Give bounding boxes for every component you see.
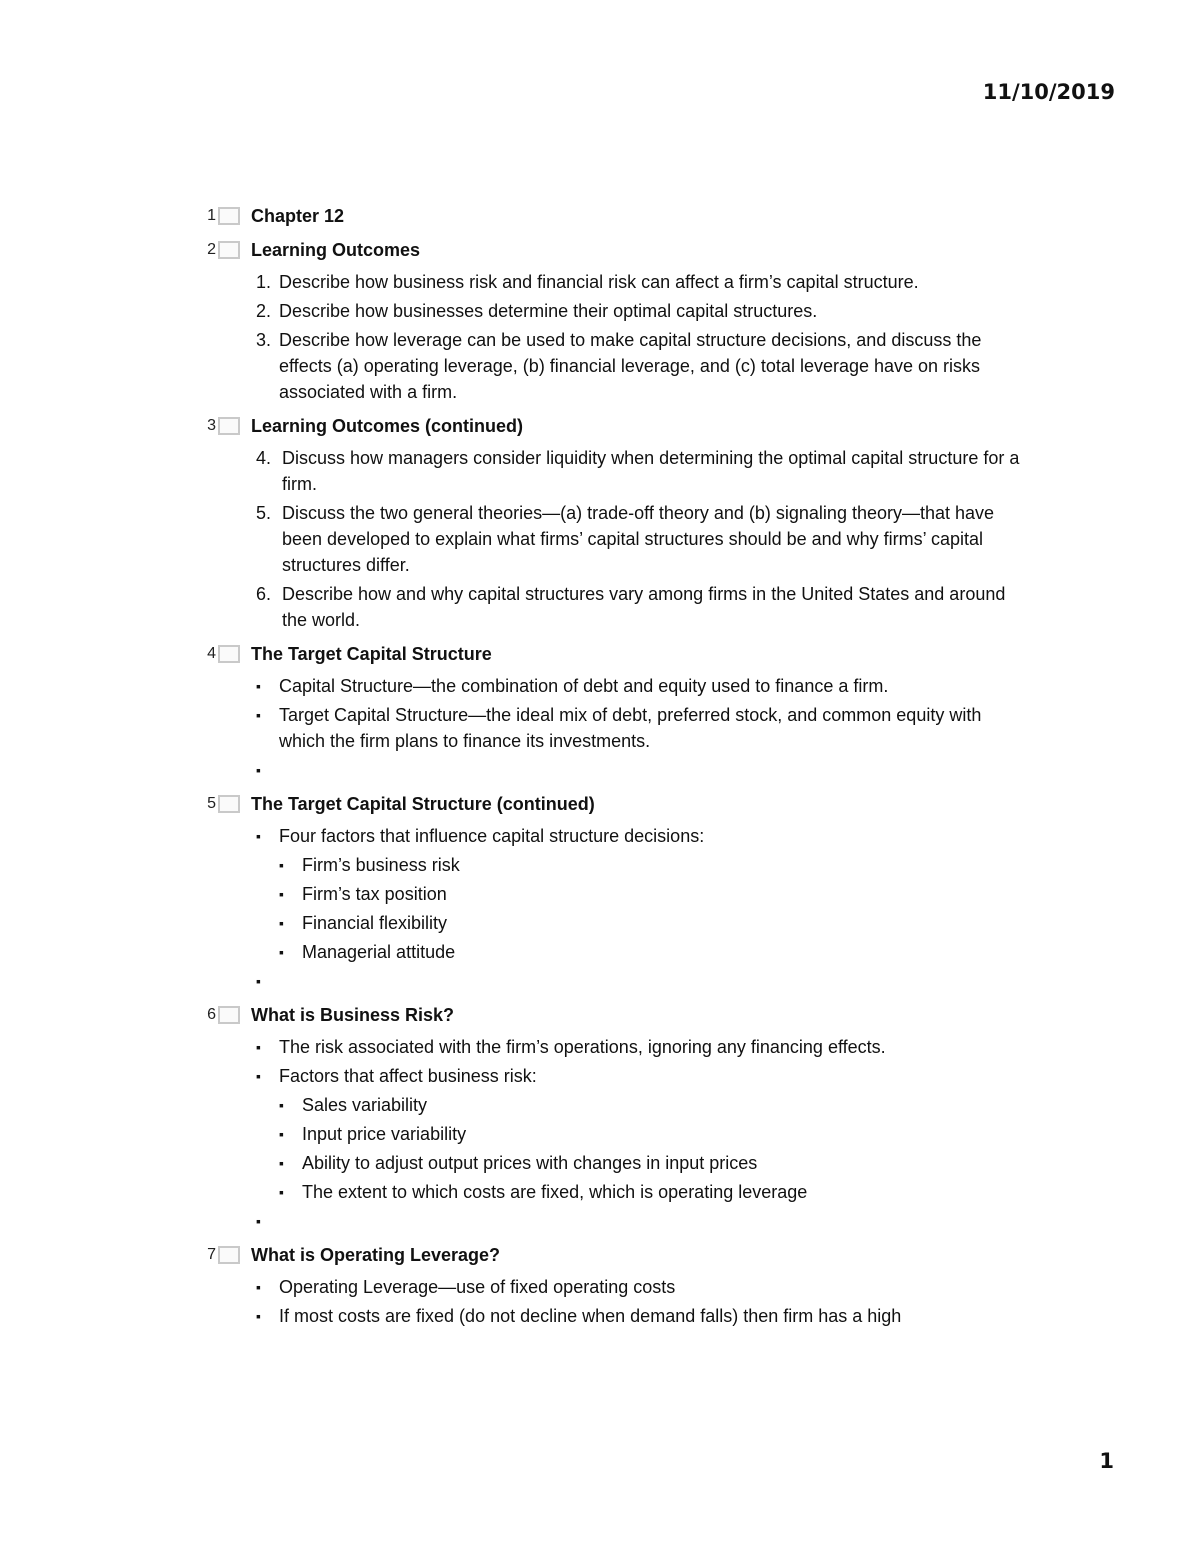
bullet-text: Four factors that influence capital structure decisions: [279,826,705,846]
list-item [200,581,1020,633]
bullet-text: The risk associated with the firm’s operations, ignoring any financing effects. [279,1037,886,1057]
bullet-icon: ▪ [256,707,261,723]
list-item [200,445,1020,497]
slide-thumbnail-icon [218,645,240,663]
bullet-text: Firm’s tax position [302,884,447,904]
bullet-text: Firm’s business risk [302,855,460,875]
slide-7 [200,1242,1020,1329]
slide-outline [200,203,1020,1337]
slide-title: The Target Capital Structure (continued) [251,793,595,814]
bullet-icon: ▪ [256,762,261,778]
sub-bullet-item [200,910,1020,936]
bullet-text [279,1208,1020,1234]
bullet-text: Sales variability [302,1095,428,1115]
bullet-icon: ▪ [256,1213,261,1229]
bullet-icon: ▪ [256,1308,261,1324]
bullet-text: If most costs are fixed (do not decline when demand falls) then firm has a high [279,1306,902,1326]
slide-number: 6 [207,1006,216,1023]
bullet-text: Operating Leverage—use of fixed operating costs [279,1277,676,1297]
bullet-icon: ▪ [279,944,284,960]
list-item [200,298,1020,324]
slide-title: Learning Outcomes (continued) [251,415,524,436]
bullet-text [279,757,1020,783]
bullet-icon: ▪ [279,1097,284,1113]
sub-bullet-item [200,939,1020,965]
bullet-item [200,1303,1020,1329]
bullet-icon: ▪ [256,1279,261,1295]
bullet-item [200,673,1020,699]
list-item [200,500,1020,578]
bullet-icon: ▪ [279,1126,284,1142]
bullet-item-empty [200,757,1020,783]
slide-title: What is Business Risk? [251,1004,455,1025]
bullet-icon: ▪ [256,828,261,844]
bullet-text [279,968,1020,994]
bullet-text: Target Capital Structure—the ideal mix of debt, preferred stock, and common equity with which the firm plans to finance its investments. [279,705,982,751]
list-item [200,269,1020,295]
slide-thumbnail-icon [218,1006,240,1024]
bullet-icon: ▪ [279,1155,284,1171]
bullet-icon: ▪ [256,1068,261,1084]
bullet-text: Capital Structure—the combination of debt and equity used to finance a firm. [279,676,889,696]
slide-number: 2 [207,241,216,258]
bullet-text: Ability to adjust output prices with changes in input prices [302,1153,758,1173]
slide-1 [200,203,1020,229]
list-item-text: Discuss the two general theories—(a) trade-off theory and (b) signaling theory—that have been developed to explain what firms’ capital structures should be and why firms’ capital structures differ. [282,503,995,575]
list-item-text: Describe how businesses determine their optimal capital structures. [279,301,818,321]
bullet-text: Input price variability [302,1124,467,1144]
list-number: 5. [256,503,272,523]
page-date: 11/10/2019 [982,80,1115,104]
slide-2 [200,237,1020,405]
bullet-icon: ▪ [279,886,284,902]
slide-4 [200,641,1020,783]
list-item-text: Describe how leverage can be used to make capital structure decisions, and discuss the effects (a) operating leverage, (b) financial leverage, and (c) total leverage have on risks associated with a firm. [279,330,982,402]
sub-bullet-item [200,1092,1020,1118]
list-item-text: Discuss how managers consider liquidity when determining the optimal capital structure for a firm. [282,448,1020,494]
page-number: 1 [1099,1449,1114,1473]
bullet-item [200,702,1020,754]
bullet-item [200,823,1020,849]
slide-6 [200,1002,1020,1234]
bullet-text: Financial flexibility [302,913,448,933]
slide-title: Chapter 12 [251,205,345,226]
bullet-icon: ▪ [279,915,284,931]
list-number: 1. [256,272,272,292]
bullet-icon: ▪ [256,678,261,694]
bullet-item-empty [200,1208,1020,1234]
slide-header [200,791,1020,817]
list-item-text: Describe how and why capital structures vary among firms in the United States and around the world. [282,584,1006,630]
slide-header [200,203,1020,229]
list-item-text: Describe how business risk and financial risk can affect a firm’s capital structure. [279,272,919,292]
slide-title: What is Operating Leverage? [251,1244,501,1265]
bullet-text: Managerial attitude [302,942,456,962]
sub-bullet-item [200,881,1020,907]
sub-bullet-item [200,1150,1020,1176]
slide-header [200,413,1020,439]
list-item [200,327,1020,405]
list-number: 3. [256,330,272,350]
slide-header [200,1002,1020,1028]
sub-bullet-item [200,852,1020,878]
slide-number: 1 [207,207,216,224]
bullet-text: Factors that affect business risk: [279,1066,537,1086]
slide-thumbnail-icon [218,241,240,259]
slide-header [200,641,1020,667]
bullet-item [200,1274,1020,1300]
slide-number: 4 [207,645,216,662]
slide-header [200,1242,1020,1268]
slide-title: The Target Capital Structure [251,643,492,664]
slide-thumbnail-icon [218,1246,240,1264]
bullet-text: The extent to which costs are fixed, which is operating leverage [302,1182,808,1202]
slide-thumbnail-icon [218,417,240,435]
bullet-icon: ▪ [256,973,261,989]
slide-number: 5 [207,795,216,812]
slide-header [200,237,1020,263]
list-number: 4. [256,448,272,468]
bullet-icon: ▪ [279,857,284,873]
slide-number: 3 [207,417,216,434]
bullet-item [200,1063,1020,1089]
slide-thumbnail-icon [218,795,240,813]
slide-3 [200,413,1020,633]
bullet-icon: ▪ [279,1184,284,1200]
slide-number: 7 [207,1246,216,1263]
list-number: 2. [256,301,272,321]
sub-bullet-item [200,1121,1020,1147]
slide-title: Learning Outcomes [251,239,421,260]
slide-5 [200,791,1020,994]
slide-thumbnail-icon [218,207,240,225]
bullet-item [200,1034,1020,1060]
list-number: 6. [256,584,272,604]
bullet-item-empty [200,968,1020,994]
bullet-icon: ▪ [256,1039,261,1055]
sub-bullet-item [200,1179,1020,1205]
